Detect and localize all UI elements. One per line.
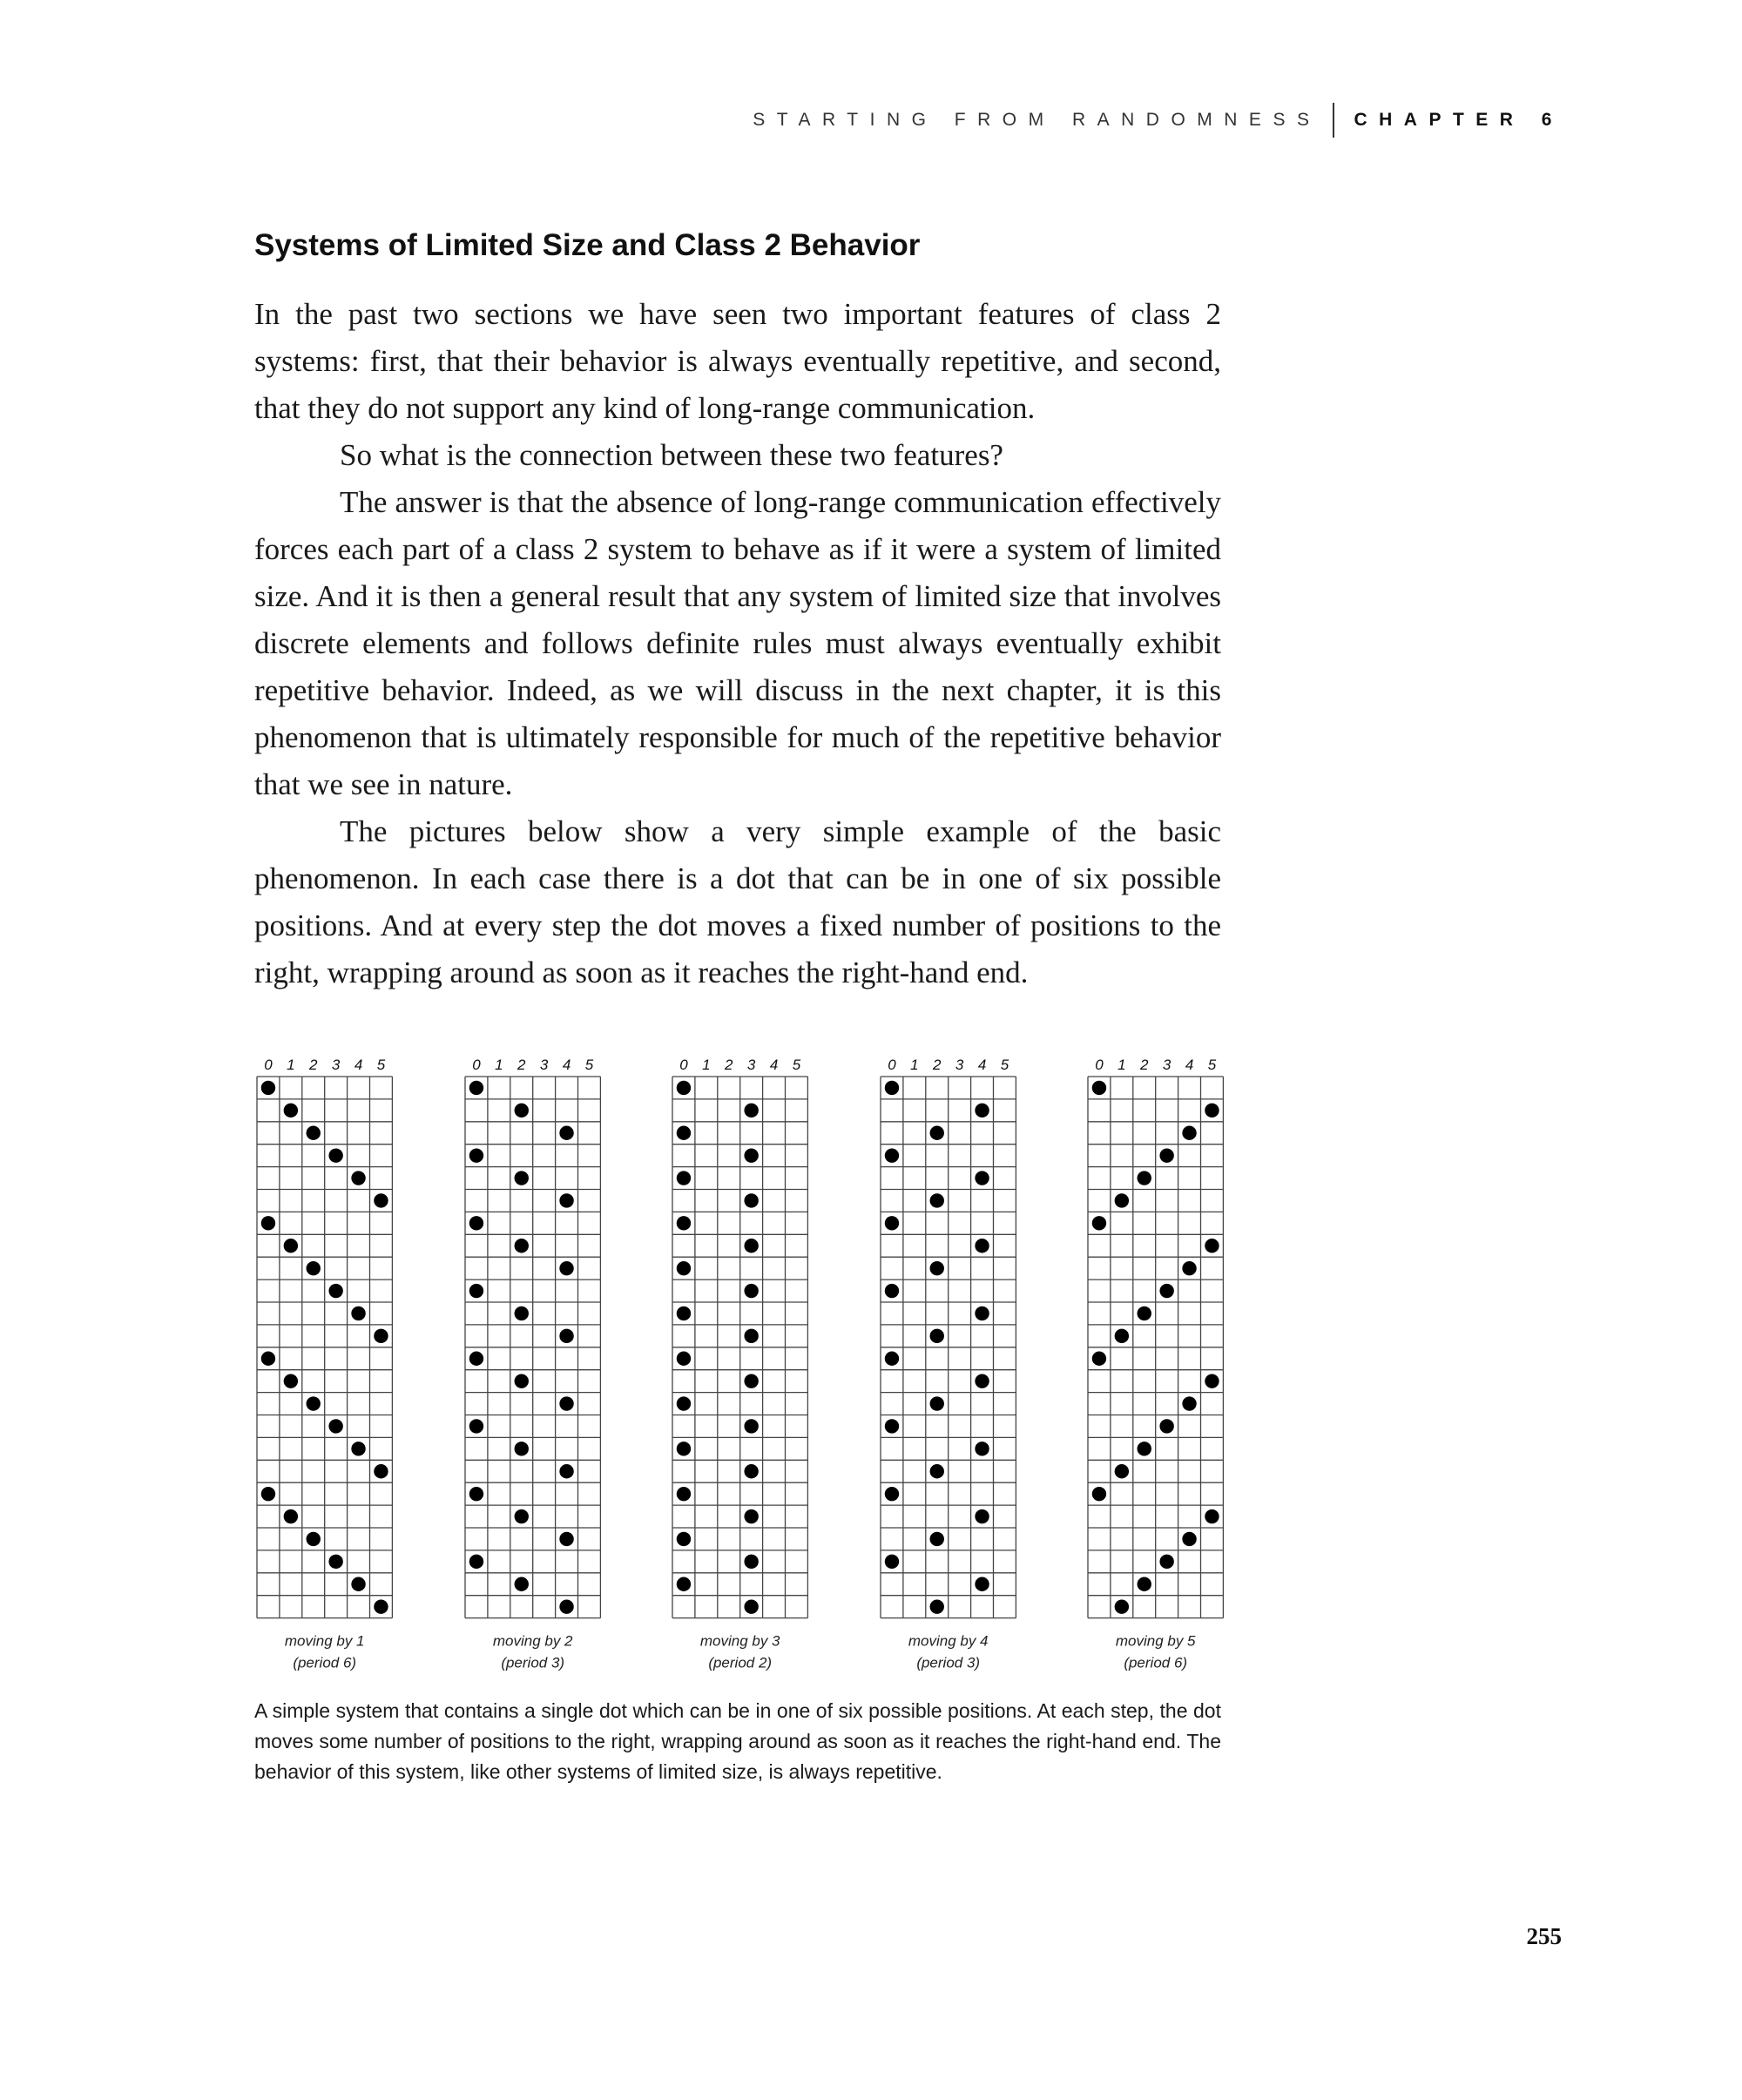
position-tick-label: 1 <box>287 1057 295 1073</box>
position-tick-label: 5 <box>584 1057 594 1073</box>
panel-period: (period 6) <box>1124 1654 1188 1671</box>
panel-label: moving by 3 <box>699 1632 780 1650</box>
dot <box>559 1599 573 1613</box>
chapter-label: CHAPTER 6 <box>1354 110 1563 130</box>
panel-label: moving by 1 <box>284 1632 365 1650</box>
dot <box>975 1374 989 1388</box>
dot <box>1205 1239 1219 1253</box>
position-tick-label: 2 <box>933 1057 942 1073</box>
position-tick-label: 3 <box>746 1057 756 1073</box>
position-tick-label: 0 <box>264 1057 273 1073</box>
dot <box>744 1374 758 1388</box>
dot <box>1182 1126 1196 1140</box>
dot <box>328 1148 342 1162</box>
dot <box>469 1284 483 1298</box>
dot <box>1205 1104 1219 1118</box>
position-tick-label: 3 <box>955 1057 964 1073</box>
dot <box>677 1171 691 1185</box>
dot <box>307 1126 321 1140</box>
dot <box>975 1171 989 1185</box>
dot <box>284 1104 298 1118</box>
dot <box>1182 1396 1196 1410</box>
dot <box>930 1599 944 1613</box>
dot <box>744 1419 758 1433</box>
position-tick-label: 0 <box>679 1057 688 1073</box>
dot <box>261 1216 275 1230</box>
dot <box>975 1509 989 1523</box>
section-title: Systems of Limited Size and Class 2 Behavior <box>254 228 921 262</box>
dot <box>559 1464 573 1478</box>
panel-period: (period 6) <box>293 1654 357 1671</box>
dot <box>677 1532 691 1546</box>
dot <box>930 1329 944 1343</box>
panel-label: moving by 5 <box>1115 1632 1196 1650</box>
panel-label: moving by 4 <box>908 1632 989 1650</box>
dot <box>515 1577 529 1591</box>
dot <box>744 1148 758 1162</box>
dot <box>1115 1193 1129 1207</box>
dot <box>1159 1284 1173 1298</box>
dot <box>744 1193 758 1207</box>
dot <box>469 1419 483 1433</box>
dot <box>885 1487 899 1501</box>
dot <box>1159 1555 1173 1569</box>
dot <box>1115 1329 1129 1343</box>
dot <box>351 1577 365 1591</box>
position-tick-label: 0 <box>1095 1057 1104 1073</box>
dot <box>975 1104 989 1118</box>
dot <box>559 1261 573 1275</box>
paragraph-4: The pictures below show a very simple example of the basic phenomenon. In each case there is a dot that can be in one of six possible positions. And at every step the dot moves a fixed number of positions to the right, wrapping around as soon as it reaches the right-hand end. <box>254 814 1221 989</box>
dot <box>1092 1081 1106 1095</box>
dot <box>885 1216 899 1230</box>
dot <box>374 1464 388 1478</box>
panel-period: (period 3) <box>916 1654 981 1671</box>
dot <box>975 1307 989 1320</box>
dot <box>374 1329 388 1343</box>
dot <box>677 1307 691 1320</box>
position-tick-label: 4 <box>977 1057 987 1073</box>
position-tick-label: 2 <box>309 1057 318 1073</box>
dot <box>515 1239 529 1253</box>
dot <box>261 1352 275 1366</box>
position-tick-label: 1 <box>1117 1057 1126 1073</box>
dot <box>677 1261 691 1275</box>
dot <box>930 1532 944 1546</box>
dot <box>1182 1532 1196 1546</box>
dot <box>559 1396 573 1410</box>
dot <box>284 1239 298 1253</box>
dot <box>1159 1148 1173 1162</box>
page-number: 255 <box>1526 1923 1562 1949</box>
dot <box>1092 1352 1106 1366</box>
dot <box>515 1171 529 1185</box>
position-tick-label: 4 <box>1185 1057 1194 1073</box>
dot <box>1092 1487 1106 1501</box>
panel-moving-by-2 <box>465 1057 600 1671</box>
dot <box>261 1487 275 1501</box>
dot <box>975 1577 989 1591</box>
dot <box>1205 1509 1219 1523</box>
dot <box>559 1329 573 1343</box>
paragraph-3: The answer is that the absence of long-range communication effectively forces each part of a class 2 system to behave as if it were a system of limited size. And it is then a general result that any system of limited size that involves discrete elements and follows definite rules must always eventually exhibit repetitive behavior. Indeed, as we will discuss in the next chapter, it is this phenomenon that is ultimately responsible for much of the repetitive behavior that we see in nature. <box>254 485 1221 801</box>
dot <box>744 1555 758 1569</box>
dot <box>469 1555 483 1569</box>
dot <box>515 1442 529 1455</box>
dot <box>744 1239 758 1253</box>
paragraph-1: In the past two sections we have seen two important features of class 2 systems: first, that their behavior is always eventually repetitive, and second, that they do not support any kind of long-range communication. <box>254 297 1221 425</box>
position-tick-label: 5 <box>792 1057 801 1073</box>
dot <box>677 1442 691 1455</box>
dot <box>677 1126 691 1140</box>
dot <box>1138 1307 1151 1320</box>
position-tick-label: 1 <box>910 1057 919 1073</box>
dot <box>1092 1216 1106 1230</box>
dot <box>677 1081 691 1095</box>
dot <box>284 1374 298 1388</box>
position-tick-label: 3 <box>331 1057 341 1073</box>
dot <box>1205 1374 1219 1388</box>
position-tick-label: 0 <box>472 1057 481 1073</box>
panel-moving-by-4 <box>881 1057 1016 1671</box>
position-tick-label: 2 <box>517 1057 526 1073</box>
dot <box>1138 1577 1151 1591</box>
dot <box>374 1599 388 1613</box>
position-tick-label: 5 <box>1207 1057 1217 1073</box>
dot <box>1115 1464 1129 1478</box>
dot <box>469 1148 483 1162</box>
dot <box>930 1396 944 1410</box>
paragraph-2: So what is the connection between these two features? <box>340 438 1003 472</box>
dot <box>328 1555 342 1569</box>
running-title: STARTING FROM RANDOMNESS <box>753 110 1321 130</box>
position-tick-label: 0 <box>888 1057 896 1073</box>
dot <box>351 1442 365 1455</box>
dot <box>744 1509 758 1523</box>
position-tick-label: 3 <box>539 1057 549 1073</box>
dot <box>469 1216 483 1230</box>
dot <box>469 1352 483 1366</box>
dot <box>885 1148 899 1162</box>
position-tick-label: 4 <box>562 1057 571 1073</box>
dot <box>328 1419 342 1433</box>
position-tick-label: 4 <box>769 1057 779 1073</box>
dot <box>744 1599 758 1613</box>
panel-moving-by-5 <box>1088 1057 1223 1671</box>
position-tick-label: 1 <box>495 1057 503 1073</box>
dot <box>261 1081 275 1095</box>
dot <box>307 1532 321 1546</box>
position-tick-label: 1 <box>702 1057 711 1073</box>
position-tick-label: 5 <box>376 1057 386 1073</box>
dot <box>515 1509 529 1523</box>
dot <box>930 1261 944 1275</box>
dot <box>307 1261 321 1275</box>
panel-period: (period 3) <box>501 1654 565 1671</box>
figure-caption: A simple system that contains a single dot which can be in one of six possible positions. At each step, the dot moves some number of positions to the right, wrapping around as soon as it reaches the right-hand end. The behavior of this system, like other systems of limited size, is always repetitive. <box>254 1699 1221 1783</box>
dot <box>885 1284 899 1298</box>
position-tick-label: 3 <box>1162 1057 1171 1073</box>
dot <box>559 1532 573 1546</box>
dot <box>677 1396 691 1410</box>
dot <box>744 1284 758 1298</box>
dot <box>1138 1442 1151 1455</box>
dot <box>744 1329 758 1343</box>
dot <box>885 1419 899 1433</box>
dot <box>930 1193 944 1207</box>
dot <box>1159 1419 1173 1433</box>
dot <box>677 1577 691 1591</box>
dot <box>559 1126 573 1140</box>
panel-label: moving by 2 <box>492 1632 573 1650</box>
dot <box>677 1487 691 1501</box>
dot <box>885 1081 899 1095</box>
position-tick-label: 4 <box>354 1057 363 1073</box>
dot <box>677 1352 691 1366</box>
dot <box>975 1442 989 1455</box>
panel-moving-by-3 <box>672 1057 807 1671</box>
dot <box>515 1307 529 1320</box>
dot <box>559 1193 573 1207</box>
position-tick-label: 5 <box>1000 1057 1009 1073</box>
dot <box>307 1396 321 1410</box>
panel-moving-by-1 <box>257 1057 392 1671</box>
panel-period: (period 2) <box>708 1654 773 1671</box>
dot <box>515 1374 529 1388</box>
dot <box>744 1464 758 1478</box>
dot <box>1182 1261 1196 1275</box>
position-tick-label: 2 <box>1140 1057 1149 1073</box>
dot <box>351 1307 365 1320</box>
dot <box>1115 1599 1129 1613</box>
dot <box>930 1126 944 1140</box>
dot <box>374 1193 388 1207</box>
dot <box>515 1104 529 1118</box>
dot <box>351 1171 365 1185</box>
dot <box>975 1239 989 1253</box>
dot <box>930 1464 944 1478</box>
dot <box>677 1216 691 1230</box>
dot <box>469 1081 483 1095</box>
dot <box>284 1509 298 1523</box>
dot <box>885 1555 899 1569</box>
dot <box>469 1487 483 1501</box>
dot <box>1138 1171 1151 1185</box>
dot <box>885 1352 899 1366</box>
position-tick-label: 2 <box>725 1057 733 1073</box>
dot <box>744 1104 758 1118</box>
dot <box>328 1284 342 1298</box>
